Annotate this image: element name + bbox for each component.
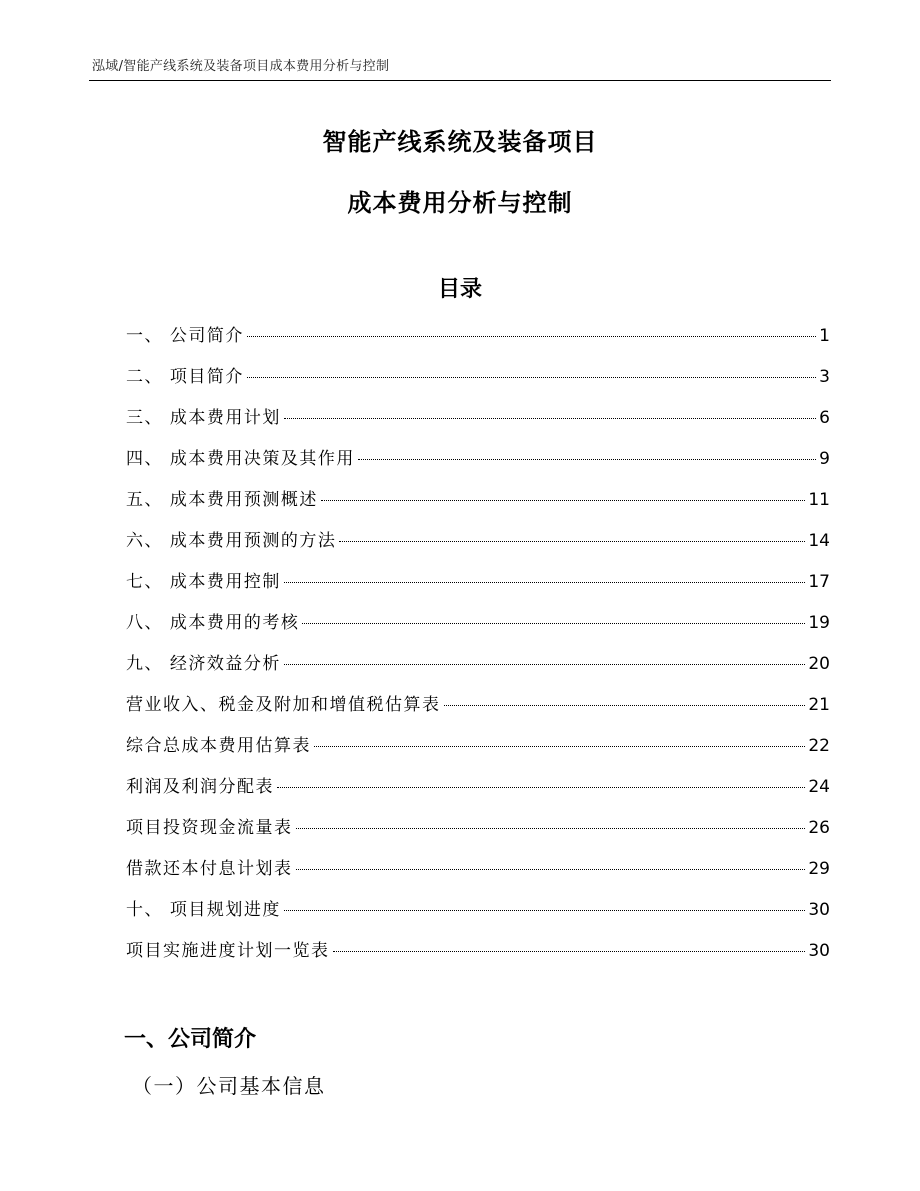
toc-entry-page: 20	[808, 654, 830, 674]
toc-entry[interactable]	[126, 444, 830, 485]
toc-entry[interactable]	[126, 608, 830, 649]
toc-entry-label: 九、 经济效益分析	[126, 654, 281, 674]
toc-entry[interactable]	[126, 403, 830, 444]
toc-entry-page: 11	[808, 490, 830, 510]
toc-entry-label: 利润及利润分配表	[126, 777, 274, 797]
toc-entry-label: 四、 成本费用决策及其作用	[126, 449, 355, 469]
toc-entry-page: 30	[808, 941, 830, 961]
toc-entry-label: 项目实施进度计划一览表	[126, 941, 330, 961]
toc-entry-page: 3	[819, 367, 830, 387]
toc-entry-label: 二、 项目简介	[126, 367, 244, 387]
toc-heading: 目录	[437, 277, 482, 302]
toc-entry-label: 七、 成本费用控制	[126, 572, 281, 592]
toc-entry-label: 综合总成本费用估算表	[126, 736, 311, 756]
toc-entry[interactable]	[126, 895, 830, 936]
toc-leader-dots	[247, 336, 816, 337]
toc-entry-page: 21	[808, 695, 830, 715]
toc-leader-dots	[314, 746, 805, 747]
toc-entry[interactable]	[126, 649, 830, 690]
toc-leader-dots	[321, 500, 805, 501]
toc-entry-label: 六、 成本费用预测的方法	[126, 531, 337, 551]
toc-entry-label: 五、 成本费用预测概述	[126, 490, 318, 510]
toc-entry-label: 借款还本付息计划表	[126, 859, 293, 879]
toc-entry-label: 营业收入、税金及附加和增值税估算表	[126, 695, 441, 715]
toc-entry[interactable]	[126, 567, 830, 608]
document-title-line-2: 成本费用分析与控制	[347, 189, 573, 217]
toc-entry[interactable]	[126, 854, 830, 895]
toc-entry-page: 26	[808, 818, 830, 838]
toc-entry-label: 项目投资现金流量表	[126, 818, 293, 838]
toc-entry[interactable]	[126, 690, 830, 731]
toc-leader-dots	[296, 828, 806, 829]
toc-leader-dots	[284, 664, 805, 665]
toc-leader-dots	[284, 582, 805, 583]
toc-entry[interactable]	[126, 362, 830, 403]
toc-entry-page: 29	[808, 859, 830, 879]
toc-entry-page: 19	[808, 613, 830, 633]
toc-leader-dots	[284, 910, 805, 911]
document-title-line-1: 智能产线系统及装备项目	[322, 128, 598, 156]
toc-leader-dots	[247, 377, 816, 378]
toc-entry-page: 1	[819, 326, 830, 346]
toc-entry[interactable]	[126, 321, 830, 362]
toc-leader-dots	[296, 869, 806, 870]
toc-entry[interactable]	[126, 936, 830, 977]
toc-entry[interactable]	[126, 772, 830, 813]
toc-entry-page: 9	[819, 449, 830, 469]
toc-entry[interactable]	[126, 813, 830, 854]
toc-entry-page: 14	[808, 531, 830, 551]
toc-entry-page: 30	[808, 900, 830, 920]
toc-entry[interactable]	[126, 731, 830, 772]
section-heading: 一、公司简介	[124, 1027, 257, 1052]
toc-leader-dots	[284, 418, 816, 419]
toc-entry-label: 八、 成本费用的考核	[126, 613, 300, 633]
toc-leader-dots	[339, 541, 805, 542]
toc-entry-label: 十、 项目规划进度	[126, 900, 281, 920]
toc-entry-label: 三、 成本费用计划	[126, 408, 281, 428]
toc-entry[interactable]	[126, 485, 830, 526]
toc-entry-page: 6	[819, 408, 830, 428]
subsection-heading: （一）公司基本信息	[132, 1074, 326, 1098]
toc-entry[interactable]	[126, 526, 830, 567]
toc-entry-page: 22	[808, 736, 830, 756]
running-header: 泓域/智能产线系统及装备项目成本费用分析与控制	[92, 59, 390, 74]
toc-leader-dots	[444, 705, 806, 706]
toc-entry-page: 24	[808, 777, 830, 797]
toc-leader-dots	[302, 623, 805, 624]
header-divider	[89, 80, 831, 81]
toc-entry-page: 17	[808, 572, 830, 592]
toc-leader-dots	[277, 787, 805, 788]
table-of-contents	[126, 321, 830, 977]
toc-leader-dots	[358, 459, 816, 460]
toc-leader-dots	[333, 951, 806, 952]
toc-entry-label: 一、 公司简介	[126, 326, 244, 346]
